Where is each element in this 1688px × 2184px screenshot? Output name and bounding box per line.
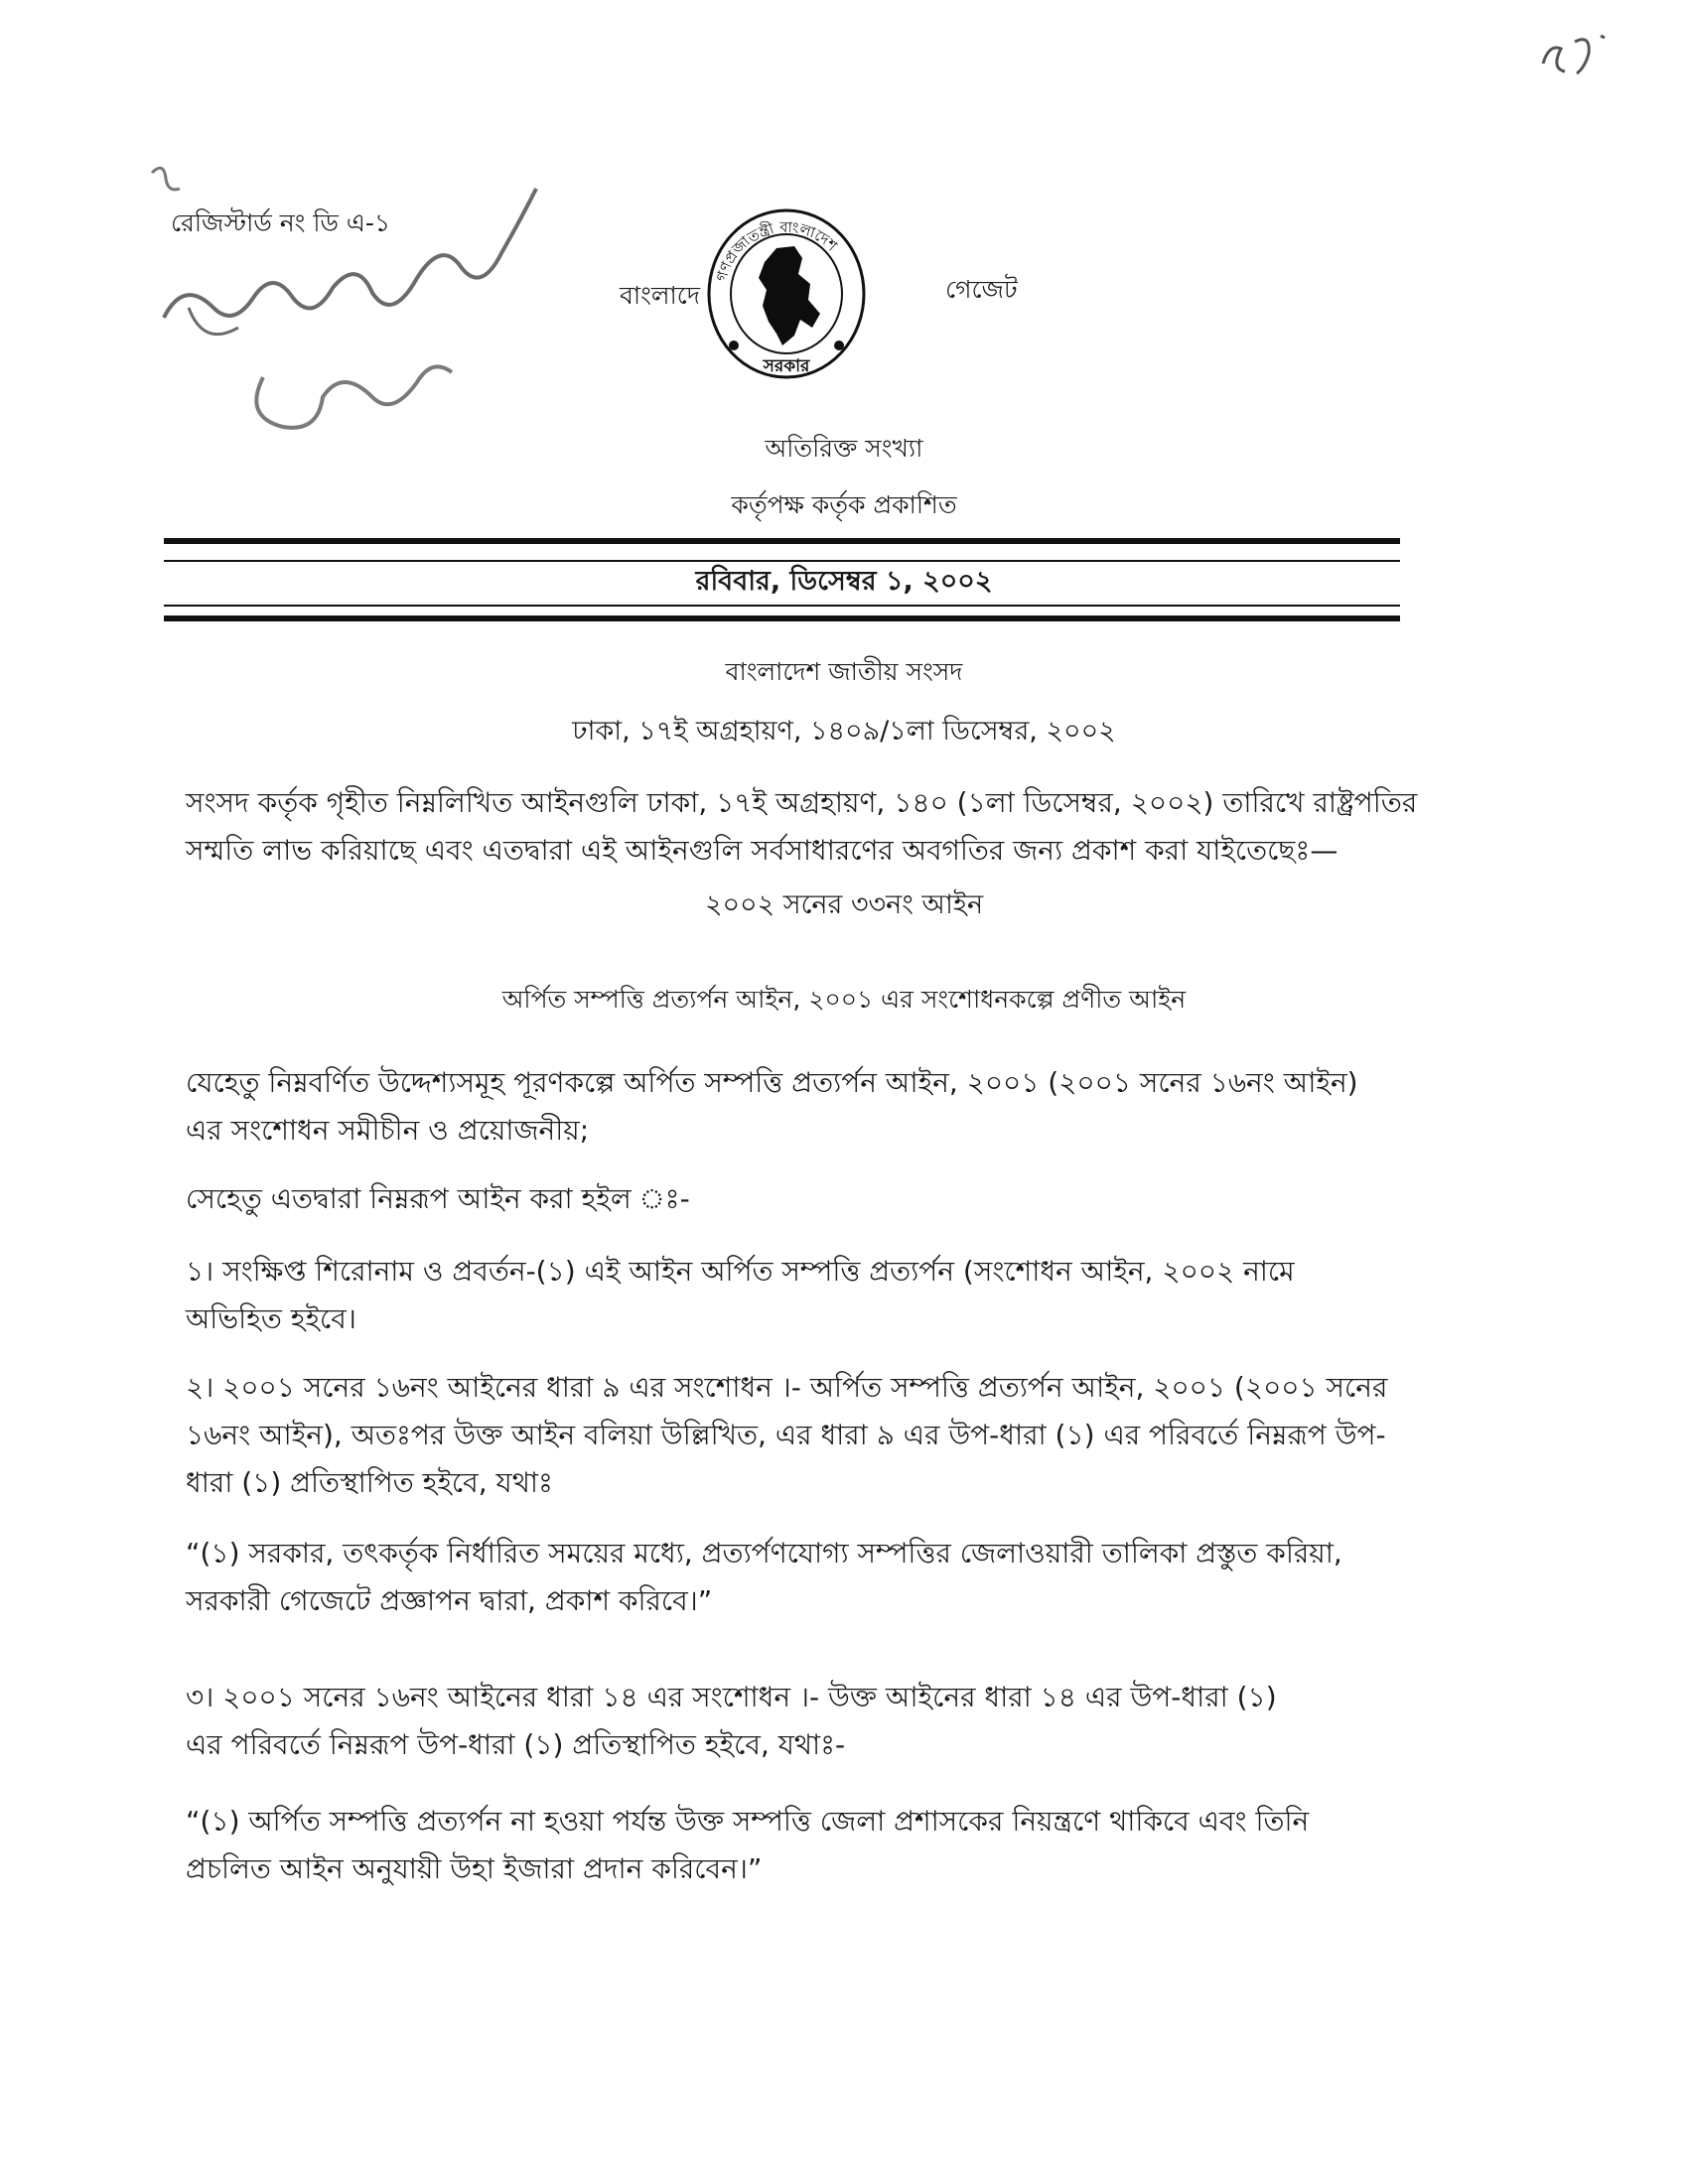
preamble-line-1: যেহেতু নিম্নবর্ণিত উদ্দেশ্যসমূহ পূরণকল্পে অর্পিত সম্পত্তি প্রত্যর্পন আইন, ২০০১ (২০০১ সনের ১৬নং আইন)	[186, 1066, 1358, 1099]
section-2	[186, 1364, 1387, 1507]
published-by-label: কর্তৃপক্ষ কর্তৃক প্রকাশিত	[731, 490, 957, 519]
parliament-heading: বাংলাদেশ জাতীয় সংসদ	[725, 657, 963, 686]
section-1	[186, 1248, 1295, 1343]
registered-number: রেজিস্টার্ড নং ডি এ-১	[171, 208, 391, 237]
intro-line-2: সম্মতি লাভ করিয়াছে এবং এতদ্বারা এই আইনগুলি সর্বসাধারণের অবগতির জন্য প্রকাশ করা যাইতেছেঃ—	[186, 834, 1338, 867]
quote-2	[186, 1798, 1309, 1893]
act-title: অর্পিত সম্পত্তি প্রত্যর্পন আইন, ২০০১ এর সংশোধনকল্পে প্রণীত আইন	[501, 985, 1187, 1014]
place-date-heading: ঢাকা, ১৭ই অগ্রহায়ণ, ১৪০৯/১লা ডিসেম্বর, ২০০২	[572, 716, 1116, 747]
quote-2-line-1: “(১) অর্পিত সম্পত্তি প্রত্যর্পন না হওয়া পর্যন্ত উক্ত সম্পত্তি জেলা প্রশাসকের নিয়ন্ত্রণে থাকিবে এবং তিনি	[186, 1805, 1310, 1838]
enactment-clause: সেহেতু এতদ্বারা নিম্নরূপ আইন করা হইল ঃ-	[186, 1182, 690, 1215]
act-number: ২০০২ সনের ৩৩নং আইন	[704, 889, 984, 920]
preamble-line-2: এর সংশোধন সমীচীন ও প্রয়োজনীয়;	[186, 1114, 590, 1147]
quote-2-line-2: প্রচলিত আইন অনুযায়ী উহা ইজারা প্রদান করিবেন।”	[186, 1852, 763, 1885]
section-1-line-1: ১। সংক্ষিপ্ত শিরোনাম ও প্রবর্তন-(১) এই আইন অর্পিত সম্পত্তি প্রত্যর্পন (সংশোধন আইন, ২০০২ নামে	[186, 1255, 1295, 1288]
seal-text-bottom: সরকার	[763, 356, 810, 376]
section-2-line-2: ১৬নং আইন), অতঃপর উক্ত আইন বলিয়া উল্লিখিত, এর ধারা ৯ এর উপ-ধারা (১) এর পরিবর্তে নিম্নরূপ উপ-	[186, 1419, 1386, 1451]
section-3-line-2: এর পরিবর্তে নিম্নরূপ উপ-ধারা (১) প্রতিস্থাপিত হইবে, যথাঃ-	[186, 1728, 846, 1761]
preamble-paragraph	[186, 1059, 1358, 1155]
gazette-title-right: গেজেট	[945, 275, 1018, 304]
intro-line-1: সংসদ কর্তৃক গৃহীত নিম্নলিখিত আইনগুলি ঢাকা, ১৭ই অগ্রহায়ণ, ১৪০ (১লা ডিসেম্বর, ২০০২) তারিখে রাষ্ট্রপতির	[186, 786, 1418, 819]
issue-date: রবিবার, ডিসেম্বর ১, ২০০২	[695, 566, 993, 597]
header-rule-top-thick	[164, 538, 1400, 544]
section-2-line-1: ২। ২০০১ সনের ১৬নং আইনের ধারা ৯ এর সংশোধন ।- অর্পিত সম্পত্তি প্রত্যর্পন আইন, ২০০১ (২০০১ সনের	[186, 1371, 1388, 1404]
handwritten-page-mark	[1531, 24, 1620, 83]
government-seal	[703, 197, 870, 385]
extra-issue-label: অতিরিক্ত সংখ্যা	[765, 434, 923, 463]
gazette-title-left: বাংলাদে	[620, 281, 700, 310]
quote-1-line-2: সরকারী গেজেটে প্রজ্ঞাপন দ্বারা, প্রকাশ করিবে।”	[186, 1584, 713, 1617]
seal-text-top: গণপ্রজাতন্ত্রী বাংলাদেশ	[712, 217, 841, 284]
header-rule-bottom-thick	[164, 615, 1400, 621]
section-3-line-1: ৩। ২০০১ সনের ১৬নং আইনের ধারা ১৪ এর সংশোধন ।- উক্ত আইনের ধারা ১৪ এর উপ-ধারা (১)	[186, 1681, 1277, 1713]
section-3	[186, 1674, 1277, 1769]
intro-paragraph	[186, 779, 1417, 875]
header-rule-bottom-thin	[164, 605, 1400, 607]
section-1-line-2: অভিহিত হইবে।	[186, 1302, 356, 1335]
quote-1-line-1: “(১) সরকার, তৎকর্তৃক নির্ধারিত সময়ের মধ্যে, প্রত্যর্পণযোগ্য সম্পত্তির জেলাওয়ারী তালিকা প্রস্তুত করিয়া,	[186, 1537, 1342, 1570]
section-2-line-3: ধারা (১) প্রতিস্থাপিত হইবে, যথাঃ	[186, 1466, 553, 1499]
quote-1	[186, 1530, 1342, 1625]
